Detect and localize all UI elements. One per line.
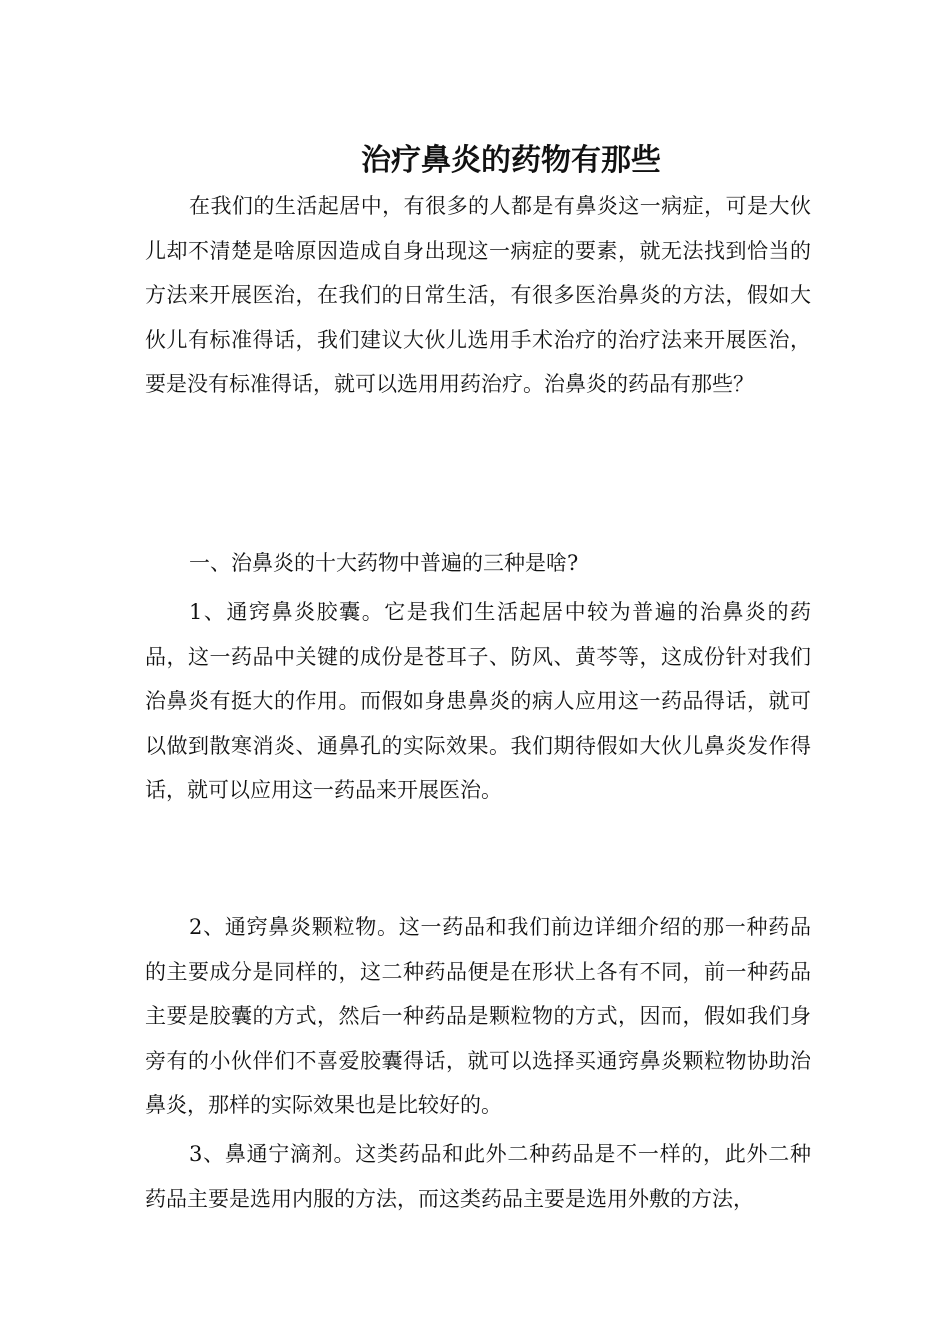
item-paragraph-3: 3、鼻通宁滴剂。这类药品和此外二种药品是不一样的，此外二种药品主要是选用内服的方法，而这类药品主要是选用外敷的方法， [145,1142,811,1211]
item-paragraph-1: 1、通窍鼻炎胶囊。它是我们生活起居中较为普遍的治鼻炎的药品，这一药品中关键的成份是苍耳子、防风、黄芩等，这成份针对我们治鼻炎有挺大的作用。而假如身患鼻炎的病人应用这一药品得话，就可以做到散寒消炎、通鼻孔的实际效果。我们期待假如大伙儿鼻炎发作得话，就可以应用这一药品来开展医治。 [145,600,811,802]
intro-paragraph: 在我们的生活起居中，有很多的人都是有鼻炎这一病症，可是大伙儿却不清楚是啥原因造成自身出现这一病症的要素，就无法找到恰当的方法来开展医治，在我们的日常生活，有很多医治鼻炎的方法，假如大伙儿有标准得话，我们建议大伙儿选用手术治疗的治疗法来开展医治，要是没有标准得话，就可以选用用药治疗。治鼻炎的药品有那些？ [145,194,811,396]
document-title: 治疗鼻炎的药物有那些 [361,143,661,179]
item-paragraph-2: 2、通窍鼻炎颗粒物。这一药品和我们前边详细介绍的那一种药品的主要成分是同样的，这二种药品便是在形状上各有不同，前一种药品主要是胶囊的方式，然后一种药品是颗粒物的方式，因而，假如我们身旁有的小伙伴们不喜爱胶囊得话，就可以选择买通窍鼻炎颗粒物协助治鼻炎，那样的实际效果也是比较好的。 [145,915,811,1117]
section-heading: 一、治鼻炎的十大药物中普遍的三种是啥? [189,551,579,575]
